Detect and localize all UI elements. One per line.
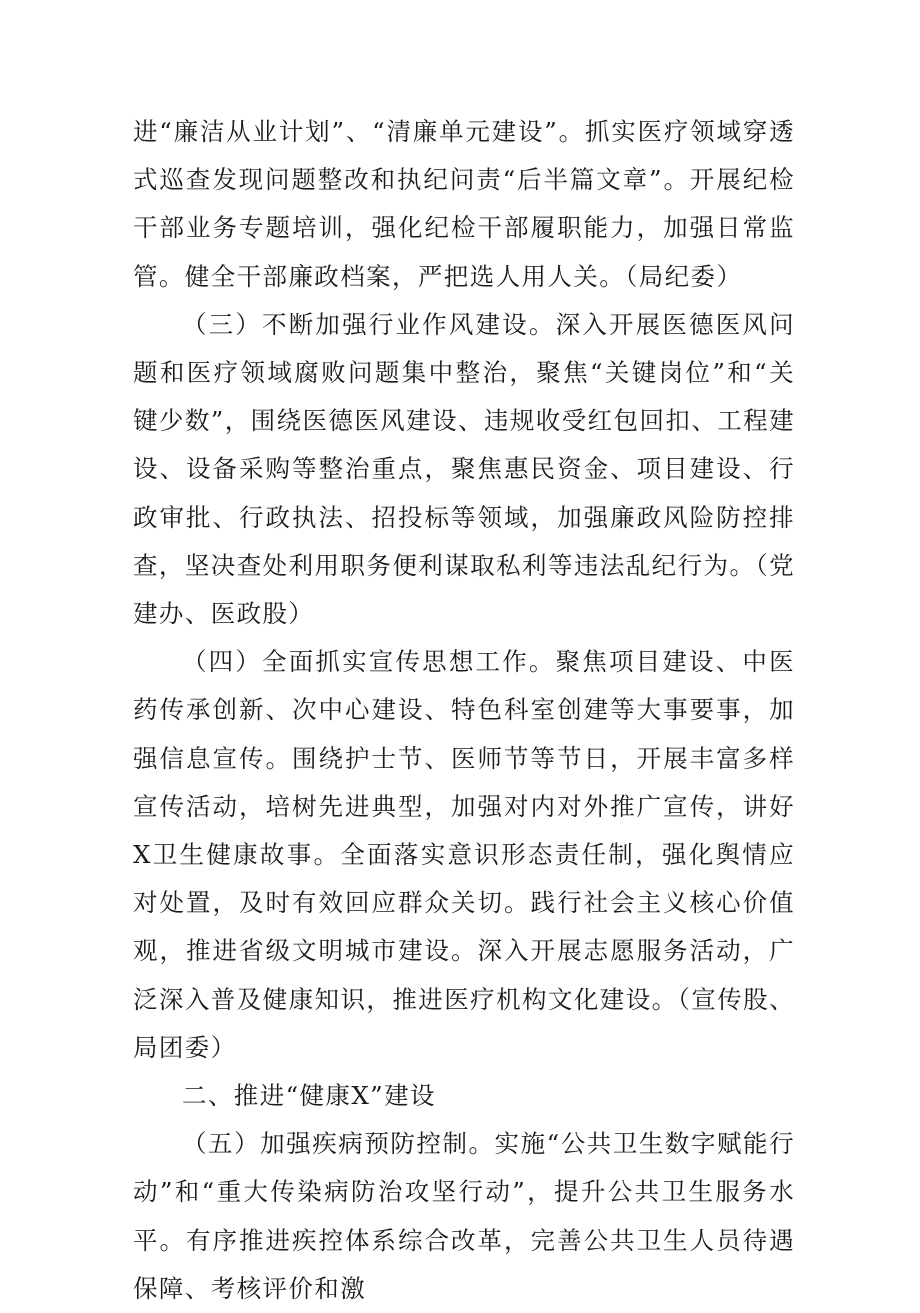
body-paragraph: （四）全面抓实宣传思想工作。聚焦项目建设、中医药传承创新、次中心建设、特色科室创建等大事要事，加强信息宣传。围绕护士节、医师节等节日，开展丰富多样宣传活动，培树先进典型，加强对内对外推广宣传，讲好X卫生健康故事。全面落实意识形态责任制，强化舆情应对处置，及时有效回应群众关切。践行社会主义核心价值观，推进省级文明城市建设。深入开展志愿服务活动，广泛深入普及健康知识，推进医疗机构文化建设。（宣传股、局团委） — [133, 647, 795, 1062]
section-heading: 二、推进“健康X”建设 — [182, 1081, 436, 1111]
document-body — [133, 108, 795, 1313]
body-paragraph: 进“廉洁从业计划”、“清廉单元建设”。抓实医疗领域穿透式巡查发现问题整改和执纪问责“后半篇文章”。开展纪检干部业务专题培训，强化纪检干部履职能力，加强日常监管。健全干部廉政档案，严把选人用人关。（局纪委） — [133, 117, 795, 291]
body-paragraph: （五）加强疾病预防控制。实施“公共卫生数字赋能行动”和“重大传染病防治攻坚行动”，提升公共卫生服务水平。有序推进疾控体系综合改革，完善公共卫生人员待遇保障、考核评价和激 — [133, 1129, 795, 1303]
body-paragraph: （三）不断加强行业作风建设。深入开展医德医风问题和医疗领域腐败问题集中整治，聚焦“关键岗位”和“关键少数”，围绕医德医风建设、违规收受红包回扣、工程建设、设备采购等整治重点，聚焦惠民资金、项目建设、行政审批、行政执法、招投标等领域，加强廉政风险防控排查，坚决查处利用职务便利谋取私利等违法乱纪行为。（党建办、医政股） — [133, 309, 795, 629]
